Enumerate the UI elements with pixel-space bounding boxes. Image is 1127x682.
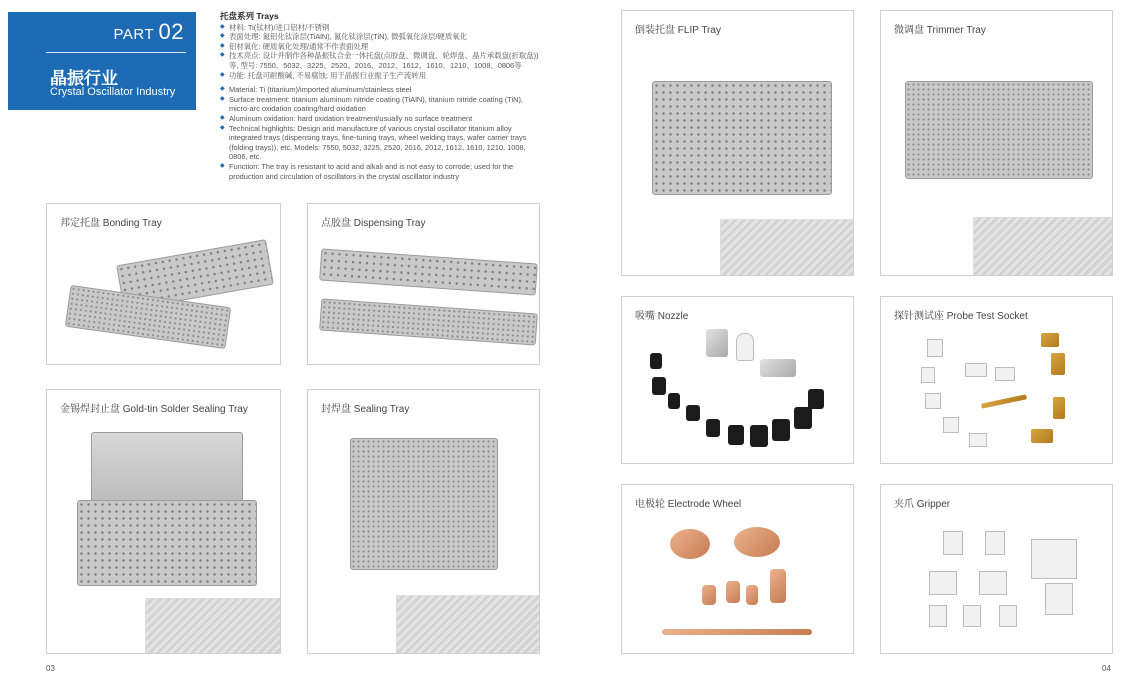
probe-part bbox=[969, 433, 987, 447]
gripper-part bbox=[999, 605, 1017, 627]
nozzle-part bbox=[750, 425, 768, 447]
card-label: 吸嘴 Nozzle bbox=[635, 311, 689, 322]
list-item: ◆ Surface treatment: titanium aluminum nitride coating (TiAlN), titanium nitride coating (TiN), micro-arc oxidation coating/hard oxidation bbox=[220, 95, 542, 114]
gripper-part bbox=[979, 571, 1007, 595]
trays-description bbox=[220, 12, 542, 181]
list-item: ◆ Material: Ti (titanium)/imported aluminum/stainless steel bbox=[220, 85, 542, 95]
probe-part bbox=[925, 393, 941, 409]
dispensing-tray-image-2 bbox=[319, 298, 538, 345]
card-label: 探针测试座 Probe Test Socket bbox=[894, 311, 1028, 322]
trimmer-detail-inset bbox=[973, 217, 1113, 276]
card-nozzle bbox=[621, 296, 854, 464]
section-title-zh: 晶振行业 bbox=[50, 69, 118, 88]
dispensing-tray-image bbox=[319, 248, 538, 295]
list-item: ◆ 材料: Ti(钛材)/进口铝材/不锈钢 bbox=[220, 23, 542, 33]
probe-part bbox=[927, 339, 943, 357]
nozzle-part bbox=[760, 359, 796, 377]
probe-part bbox=[1051, 353, 1065, 375]
flip-tray-image bbox=[652, 81, 832, 195]
card-goldtin-tray bbox=[46, 389, 281, 654]
card-trimmer-tray bbox=[880, 10, 1113, 276]
card-sealing-tray bbox=[307, 389, 540, 654]
nozzle-part bbox=[686, 405, 700, 421]
trays-zh-list bbox=[220, 23, 542, 81]
list-item: ◆ Function: The tray is resistant to acid and alkali and is not easy to corrode; used for the production and circulation of oscillators in the crystal oscillator industry bbox=[220, 162, 542, 181]
nozzle-part bbox=[728, 425, 744, 445]
nozzle-part bbox=[736, 333, 754, 361]
goldtin-tray-image bbox=[91, 432, 243, 502]
card-label: 金锡焊封止盘 Gold-tin Solder Sealing Tray bbox=[60, 404, 248, 415]
card-probe-socket bbox=[880, 296, 1113, 464]
nozzle-part bbox=[668, 393, 680, 409]
probe-part bbox=[921, 367, 935, 383]
electrode-part bbox=[670, 529, 710, 559]
flip-detail-inset bbox=[720, 219, 854, 276]
list-item: ◆ 表面处理: 氮铝化钛涂层(TiAlN), 氮化钛涂层(TiN), 微弧氧化涂层/硬质氧化 bbox=[220, 32, 542, 42]
list-item: ◆ 技术亮点: 设计并制作各种晶振钛合金一体托盘(点胶盘、微调盘、轮焊盘、晶片承载盘(折取盘))等, 型号: 7550、5032、3225、2520、2016、2012、1612、1610、1210、1008、0806等 bbox=[220, 51, 542, 70]
card-label: 封焊盘 Sealing Tray bbox=[321, 404, 410, 415]
probe-part bbox=[1031, 429, 1053, 443]
card-label: 微调盘 Trimmer Tray bbox=[894, 25, 986, 36]
gripper-part bbox=[929, 605, 947, 627]
nozzle-part bbox=[706, 329, 728, 357]
page-number-right: 04 bbox=[1102, 664, 1111, 673]
list-item: ◆ Aluminum oxidation: hard oxidation treatment/usually no surface treatment bbox=[220, 114, 542, 124]
section-banner bbox=[8, 12, 196, 110]
trays-title: 托盘系列 Trays bbox=[220, 11, 279, 21]
list-item: ◆ 铝材氧化: 硬质氧化处理/通常不作表面处理 bbox=[220, 42, 542, 52]
banner-divider bbox=[46, 52, 186, 53]
electrode-part bbox=[702, 585, 716, 605]
card-label: 邦定托盘 Bonding Tray bbox=[60, 218, 162, 229]
probe-part bbox=[995, 367, 1015, 381]
probe-part bbox=[1053, 397, 1065, 419]
part-label: PART 02 bbox=[113, 19, 184, 44]
electrode-part bbox=[726, 581, 740, 603]
gripper-part bbox=[1031, 539, 1077, 579]
nozzle-part bbox=[706, 419, 720, 437]
electrode-part bbox=[734, 527, 780, 557]
nozzle-part bbox=[650, 353, 662, 369]
gripper-part bbox=[943, 531, 963, 555]
card-flip-tray bbox=[621, 10, 854, 276]
nozzle-part bbox=[794, 407, 812, 429]
part-number: 02 bbox=[158, 19, 184, 44]
probe-part bbox=[965, 363, 987, 377]
probe-part bbox=[1041, 333, 1059, 347]
goldtin-detail-inset bbox=[145, 598, 281, 654]
probe-part bbox=[943, 417, 959, 433]
electrode-part bbox=[770, 569, 786, 603]
card-bonding-tray bbox=[46, 203, 281, 365]
goldtin-tray-image-2 bbox=[77, 500, 257, 586]
card-dispensing-tray bbox=[307, 203, 540, 365]
page-number-left: 03 bbox=[46, 664, 55, 673]
section-title-en: Crystal Oscillator Industry bbox=[50, 86, 176, 98]
probe-part bbox=[981, 394, 1027, 408]
gripper-part bbox=[1045, 583, 1073, 615]
gripper-part bbox=[985, 531, 1005, 555]
sealing-detail-inset bbox=[396, 595, 540, 654]
sealing-tray-image bbox=[350, 438, 498, 570]
trimmer-tray-image bbox=[905, 81, 1093, 179]
list-item: ◆ 功能: 托盘可耐酸碱, 不易腐蚀; 用于晶振行业振子生产流转用 bbox=[220, 71, 542, 81]
trays-en-list bbox=[220, 85, 542, 181]
card-gripper bbox=[880, 484, 1113, 654]
nozzle-part bbox=[808, 389, 824, 409]
card-label: 电极轮 Electrode Wheel bbox=[635, 499, 742, 510]
gripper-part bbox=[963, 605, 981, 627]
card-label: 点胶盘 Dispensing Tray bbox=[321, 218, 426, 229]
list-item: ◆ Technical highlights: Design and manufacture of various crystal oscillator titanium alloy integrated trays (dispensing trays, fine-tuning trays, wheel welding trays, wafer carrier trays (folding trays)), etc. Models: 7550, 5032, 3225, 2520, 2016, 2012, 1612, 1610, 1210, 1008, 0806, etc. bbox=[220, 124, 542, 162]
card-electrode-wheel bbox=[621, 484, 854, 654]
electrode-shaft bbox=[662, 629, 812, 635]
nozzle-part bbox=[772, 419, 790, 441]
electrode-part bbox=[746, 585, 758, 605]
card-label: 夹爪 Gripper bbox=[894, 499, 951, 510]
card-label: 倒装托盘 FLIP Tray bbox=[635, 25, 721, 36]
gripper-part bbox=[929, 571, 957, 595]
nozzle-part bbox=[652, 377, 666, 395]
